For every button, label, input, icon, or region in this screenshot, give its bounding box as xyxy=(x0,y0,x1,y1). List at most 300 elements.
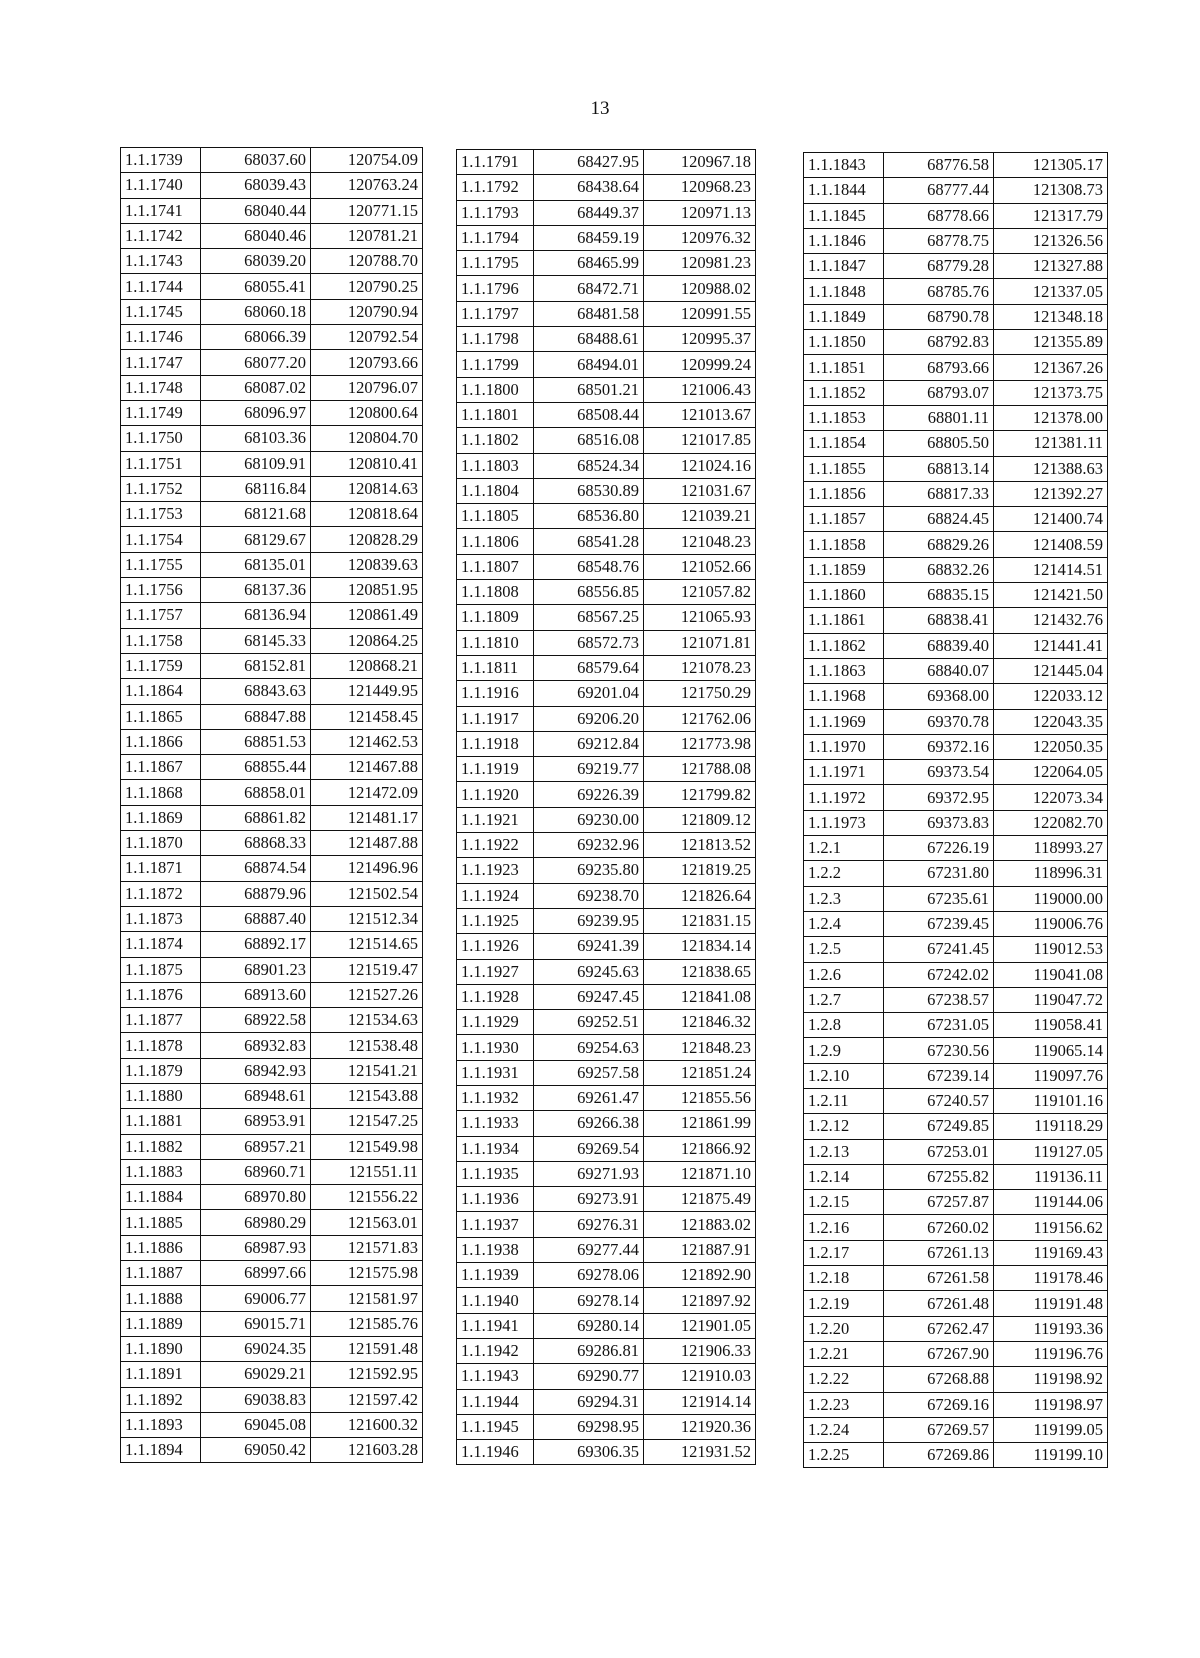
x-coordinate-cell: 68060.18 xyxy=(201,299,311,324)
point-id-cell: 1.2.2 xyxy=(804,861,884,886)
point-id-cell: 1.1.1847 xyxy=(804,254,884,279)
y-coordinate-cell: 121392.27 xyxy=(994,481,1108,506)
x-coordinate-cell: 67261.58 xyxy=(884,1266,994,1291)
x-coordinate-cell: 67260.02 xyxy=(884,1215,994,1240)
y-coordinate-cell: 121512.34 xyxy=(311,906,423,931)
point-id-cell: 1.1.1881 xyxy=(121,1109,201,1134)
table-row xyxy=(457,1060,756,1085)
table-row xyxy=(804,760,1108,785)
x-coordinate-cell: 67257.87 xyxy=(884,1190,994,1215)
table-row xyxy=(457,757,756,782)
point-id-cell: 1.1.1934 xyxy=(457,1136,534,1161)
y-coordinate-cell: 121378.00 xyxy=(994,405,1108,430)
table-row xyxy=(121,249,423,274)
x-coordinate-cell: 67242.02 xyxy=(884,962,994,987)
table-row xyxy=(804,431,1108,456)
x-coordinate-cell: 67249.85 xyxy=(884,1114,994,1139)
x-coordinate-cell: 68953.91 xyxy=(201,1109,311,1134)
point-id-cell: 1.1.1929 xyxy=(457,1010,534,1035)
x-coordinate-cell: 68817.33 xyxy=(884,481,994,506)
y-coordinate-cell: 120828.29 xyxy=(311,527,423,552)
x-coordinate-cell: 67239.45 xyxy=(884,911,994,936)
y-coordinate-cell: 119047.72 xyxy=(994,987,1108,1012)
point-id-cell: 1.1.1739 xyxy=(121,148,201,173)
point-id-cell: 1.1.1921 xyxy=(457,807,534,832)
y-coordinate-cell: 119193.36 xyxy=(994,1316,1108,1341)
x-coordinate-cell: 68039.20 xyxy=(201,249,311,274)
table-row xyxy=(804,836,1108,861)
point-id-cell: 1.1.1892 xyxy=(121,1387,201,1412)
point-id-cell: 1.1.1936 xyxy=(457,1187,534,1212)
x-coordinate-cell: 68980.29 xyxy=(201,1210,311,1235)
table-row xyxy=(804,481,1108,506)
table-row xyxy=(121,1185,423,1210)
table-row xyxy=(457,655,756,680)
point-id-cell: 1.1.1930 xyxy=(457,1035,534,1060)
table-row xyxy=(804,962,1108,987)
table-row xyxy=(457,580,756,605)
table-row xyxy=(457,1237,756,1262)
point-id-cell: 1.1.1859 xyxy=(804,557,884,582)
x-coordinate-cell: 68855.44 xyxy=(201,755,311,780)
point-id-cell: 1.1.1933 xyxy=(457,1111,534,1136)
table-row xyxy=(804,203,1108,228)
point-id-cell: 1.2.12 xyxy=(804,1114,884,1139)
y-coordinate-cell: 121851.24 xyxy=(644,1060,756,1085)
table-row xyxy=(457,984,756,1009)
table-row xyxy=(804,583,1108,608)
y-coordinate-cell: 120754.09 xyxy=(311,148,423,173)
x-coordinate-cell: 68135.01 xyxy=(201,552,311,577)
point-id-cell: 1.1.1755 xyxy=(121,552,201,577)
table-row xyxy=(804,911,1108,936)
point-id-cell: 1.2.5 xyxy=(804,937,884,962)
y-coordinate-cell: 121408.59 xyxy=(994,532,1108,557)
y-coordinate-cell: 119191.48 xyxy=(994,1291,1108,1316)
point-id-cell: 1.1.1973 xyxy=(804,810,884,835)
y-coordinate-cell: 121799.82 xyxy=(644,782,756,807)
table-row xyxy=(121,679,423,704)
point-id-cell: 1.1.1916 xyxy=(457,681,534,706)
x-coordinate-cell: 68136.94 xyxy=(201,603,311,628)
point-id-cell: 1.2.11 xyxy=(804,1088,884,1113)
table-row xyxy=(804,861,1108,886)
table-row xyxy=(804,734,1108,759)
y-coordinate-cell: 121826.64 xyxy=(644,883,756,908)
y-coordinate-cell: 119169.43 xyxy=(994,1240,1108,1265)
x-coordinate-cell: 68839.40 xyxy=(884,633,994,658)
x-coordinate-cell: 68861.82 xyxy=(201,805,311,830)
x-coordinate-cell: 68792.83 xyxy=(884,330,994,355)
point-id-cell: 1.1.1741 xyxy=(121,198,201,223)
x-coordinate-cell: 68987.93 xyxy=(201,1235,311,1260)
table-row xyxy=(804,355,1108,380)
table-row xyxy=(457,1010,756,1035)
x-coordinate-cell: 69045.08 xyxy=(201,1412,311,1437)
x-coordinate-cell: 69226.39 xyxy=(534,782,644,807)
y-coordinate-cell: 121048.23 xyxy=(644,529,756,554)
x-coordinate-cell: 68040.44 xyxy=(201,198,311,223)
table-row xyxy=(457,200,756,225)
x-coordinate-cell: 68829.26 xyxy=(884,532,994,557)
point-id-cell: 1.1.1924 xyxy=(457,883,534,908)
x-coordinate-cell: 68790.78 xyxy=(884,304,994,329)
y-coordinate-cell: 120971.13 xyxy=(644,200,756,225)
x-coordinate-cell: 68879.96 xyxy=(201,881,311,906)
point-id-cell: 1.1.1861 xyxy=(804,608,884,633)
table-row xyxy=(121,1261,423,1286)
table-row xyxy=(121,148,423,173)
point-id-cell: 1.2.4 xyxy=(804,911,884,936)
table-row xyxy=(457,681,756,706)
table-row xyxy=(121,1235,423,1260)
x-coordinate-cell: 69206.20 xyxy=(534,706,644,731)
table-row xyxy=(121,1438,423,1463)
table-row xyxy=(457,706,756,731)
y-coordinate-cell: 121543.88 xyxy=(311,1083,423,1108)
point-id-cell: 1.1.1808 xyxy=(457,580,534,605)
x-coordinate-cell: 68579.64 xyxy=(534,655,644,680)
table-row xyxy=(457,1187,756,1212)
table-row xyxy=(121,1412,423,1437)
point-id-cell: 1.1.1804 xyxy=(457,478,534,503)
x-coordinate-cell: 68572.73 xyxy=(534,630,644,655)
y-coordinate-cell: 121846.32 xyxy=(644,1010,756,1035)
x-coordinate-cell: 68096.97 xyxy=(201,400,311,425)
x-coordinate-cell: 68055.41 xyxy=(201,274,311,299)
table-row xyxy=(121,223,423,248)
x-coordinate-cell: 69050.42 xyxy=(201,1438,311,1463)
y-coordinate-cell: 120804.70 xyxy=(311,426,423,451)
point-id-cell: 1.1.1946 xyxy=(457,1440,534,1465)
point-id-cell: 1.1.1937 xyxy=(457,1212,534,1237)
y-coordinate-cell: 121421.50 xyxy=(994,583,1108,608)
x-coordinate-cell: 69277.44 xyxy=(534,1237,644,1262)
table-row xyxy=(121,1058,423,1083)
y-coordinate-cell: 121065.93 xyxy=(644,605,756,630)
table-row xyxy=(457,1161,756,1186)
table-row xyxy=(804,1291,1108,1316)
y-coordinate-cell: 120991.55 xyxy=(644,301,756,326)
point-id-cell: 1.1.1749 xyxy=(121,400,201,425)
y-coordinate-cell: 119198.97 xyxy=(994,1392,1108,1417)
point-id-cell: 1.1.1920 xyxy=(457,782,534,807)
table-row xyxy=(457,1414,756,1439)
y-coordinate-cell: 119065.14 xyxy=(994,1038,1108,1063)
x-coordinate-cell: 69278.06 xyxy=(534,1263,644,1288)
point-id-cell: 1.1.1878 xyxy=(121,1033,201,1058)
coordinate-table-3 xyxy=(803,152,1108,1468)
x-coordinate-cell: 68776.58 xyxy=(884,153,994,178)
x-coordinate-cell: 69373.54 xyxy=(884,760,994,785)
y-coordinate-cell: 119012.53 xyxy=(994,937,1108,962)
x-coordinate-cell: 69373.83 xyxy=(884,810,994,835)
x-coordinate-cell: 68152.81 xyxy=(201,653,311,678)
y-coordinate-cell: 120999.24 xyxy=(644,352,756,377)
y-coordinate-cell: 120988.02 xyxy=(644,276,756,301)
y-coordinate-cell: 121013.67 xyxy=(644,402,756,427)
table-row xyxy=(457,428,756,453)
x-coordinate-cell: 68077.20 xyxy=(201,350,311,375)
table-row xyxy=(457,1364,756,1389)
y-coordinate-cell: 121906.33 xyxy=(644,1338,756,1363)
point-id-cell: 1.1.1856 xyxy=(804,481,884,506)
x-coordinate-cell: 67230.56 xyxy=(884,1038,994,1063)
point-id-cell: 1.1.1756 xyxy=(121,578,201,603)
point-id-cell: 1.1.1801 xyxy=(457,402,534,427)
y-coordinate-cell: 121585.76 xyxy=(311,1311,423,1336)
y-coordinate-cell: 121883.02 xyxy=(644,1212,756,1237)
x-coordinate-cell: 69290.77 xyxy=(534,1364,644,1389)
x-coordinate-cell: 68501.21 xyxy=(534,377,644,402)
point-id-cell: 1.1.1917 xyxy=(457,706,534,731)
y-coordinate-cell: 121571.83 xyxy=(311,1235,423,1260)
x-coordinate-cell: 68488.61 xyxy=(534,327,644,352)
point-id-cell: 1.1.1883 xyxy=(121,1159,201,1184)
x-coordinate-cell: 67241.45 xyxy=(884,937,994,962)
y-coordinate-cell: 122073.34 xyxy=(994,785,1108,810)
y-coordinate-cell: 121355.89 xyxy=(994,330,1108,355)
point-id-cell: 1.1.1844 xyxy=(804,178,884,203)
point-id-cell: 1.1.1870 xyxy=(121,831,201,856)
y-coordinate-cell: 120781.21 xyxy=(311,223,423,248)
y-coordinate-cell: 120810.41 xyxy=(311,451,423,476)
point-id-cell: 1.2.8 xyxy=(804,1013,884,1038)
point-id-cell: 1.2.10 xyxy=(804,1063,884,1088)
y-coordinate-cell: 120967.18 xyxy=(644,150,756,175)
x-coordinate-cell: 68922.58 xyxy=(201,1008,311,1033)
table-row xyxy=(804,608,1108,633)
point-id-cell: 1.1.1885 xyxy=(121,1210,201,1235)
table-row xyxy=(804,1088,1108,1113)
table-row xyxy=(804,330,1108,355)
point-id-cell: 1.1.1853 xyxy=(804,405,884,430)
y-coordinate-cell: 118993.27 xyxy=(994,836,1108,861)
y-coordinate-cell: 121467.88 xyxy=(311,755,423,780)
table-row xyxy=(804,153,1108,178)
table-row xyxy=(121,502,423,527)
table-row xyxy=(457,883,756,908)
table-row xyxy=(804,1114,1108,1139)
y-coordinate-cell: 120792.54 xyxy=(311,325,423,350)
y-coordinate-cell: 120968.23 xyxy=(644,175,756,200)
y-coordinate-cell: 119136.11 xyxy=(994,1164,1108,1189)
y-coordinate-cell: 119196.76 xyxy=(994,1341,1108,1366)
table-row xyxy=(121,932,423,957)
table-row xyxy=(121,906,423,931)
table-row xyxy=(121,274,423,299)
table-row xyxy=(121,755,423,780)
y-coordinate-cell: 119041.08 xyxy=(994,962,1108,987)
table-row xyxy=(457,554,756,579)
table-row xyxy=(804,557,1108,582)
table-row xyxy=(457,959,756,984)
y-coordinate-cell: 119058.41 xyxy=(994,1013,1108,1038)
x-coordinate-cell: 69241.39 xyxy=(534,934,644,959)
point-id-cell: 1.1.1970 xyxy=(804,734,884,759)
y-coordinate-cell: 121592.95 xyxy=(311,1362,423,1387)
x-coordinate-cell: 68840.07 xyxy=(884,658,994,683)
y-coordinate-cell: 120796.07 xyxy=(311,375,423,400)
x-coordinate-cell: 67267.90 xyxy=(884,1341,994,1366)
x-coordinate-cell: 68805.50 xyxy=(884,431,994,456)
point-id-cell: 1.2.9 xyxy=(804,1038,884,1063)
x-coordinate-cell: 68942.93 xyxy=(201,1058,311,1083)
table-row xyxy=(457,529,756,554)
point-id-cell: 1.2.24 xyxy=(804,1417,884,1442)
y-coordinate-cell: 121472.09 xyxy=(311,780,423,805)
table-row xyxy=(121,628,423,653)
x-coordinate-cell: 68843.63 xyxy=(201,679,311,704)
y-coordinate-cell: 121831.15 xyxy=(644,908,756,933)
table-row xyxy=(457,276,756,301)
x-coordinate-cell: 69024.35 xyxy=(201,1336,311,1361)
point-id-cell: 1.1.1890 xyxy=(121,1336,201,1361)
point-id-cell: 1.1.1843 xyxy=(804,153,884,178)
y-coordinate-cell: 121317.79 xyxy=(994,203,1108,228)
table-row xyxy=(121,1008,423,1033)
point-id-cell: 1.1.1880 xyxy=(121,1083,201,1108)
x-coordinate-cell: 67261.48 xyxy=(884,1291,994,1316)
table-row xyxy=(121,603,423,628)
x-coordinate-cell: 69201.04 xyxy=(534,681,644,706)
y-coordinate-cell: 121575.98 xyxy=(311,1261,423,1286)
point-id-cell: 1.1.1747 xyxy=(121,350,201,375)
table-row xyxy=(804,279,1108,304)
table-row xyxy=(457,1035,756,1060)
table-row xyxy=(121,1336,423,1361)
x-coordinate-cell: 68524.34 xyxy=(534,453,644,478)
x-coordinate-cell: 69306.35 xyxy=(534,1440,644,1465)
y-coordinate-cell: 119000.00 xyxy=(994,886,1108,911)
y-coordinate-cell: 122082.70 xyxy=(994,810,1108,835)
point-id-cell: 1.1.1864 xyxy=(121,679,201,704)
x-coordinate-cell: 69254.63 xyxy=(534,1035,644,1060)
y-coordinate-cell: 121563.01 xyxy=(311,1210,423,1235)
x-coordinate-cell: 68851.53 xyxy=(201,729,311,754)
y-coordinate-cell: 119006.76 xyxy=(994,911,1108,936)
table-row xyxy=(804,987,1108,1012)
x-coordinate-cell: 67262.47 xyxy=(884,1316,994,1341)
point-id-cell: 1.2.3 xyxy=(804,886,884,911)
x-coordinate-cell: 69015.71 xyxy=(201,1311,311,1336)
point-id-cell: 1.1.1809 xyxy=(457,605,534,630)
point-id-cell: 1.2.19 xyxy=(804,1291,884,1316)
point-id-cell: 1.1.1888 xyxy=(121,1286,201,1311)
table-row xyxy=(457,402,756,427)
x-coordinate-cell: 68824.45 xyxy=(884,507,994,532)
point-id-cell: 1.1.1855 xyxy=(804,456,884,481)
point-id-cell: 1.1.1877 xyxy=(121,1008,201,1033)
table-row xyxy=(121,173,423,198)
x-coordinate-cell: 67226.19 xyxy=(884,836,994,861)
point-id-cell: 1.1.1759 xyxy=(121,653,201,678)
y-coordinate-cell: 120861.49 xyxy=(311,603,423,628)
table-row xyxy=(457,782,756,807)
y-coordinate-cell: 121901.05 xyxy=(644,1313,756,1338)
y-coordinate-cell: 121078.23 xyxy=(644,655,756,680)
point-id-cell: 1.1.1751 xyxy=(121,451,201,476)
y-coordinate-cell: 121551.11 xyxy=(311,1159,423,1184)
table-row xyxy=(121,653,423,678)
table-row xyxy=(804,1190,1108,1215)
x-coordinate-cell: 69271.93 xyxy=(534,1161,644,1186)
y-coordinate-cell: 121773.98 xyxy=(644,731,756,756)
point-id-cell: 1.1.1972 xyxy=(804,785,884,810)
point-id-cell: 1.1.1971 xyxy=(804,760,884,785)
table-row xyxy=(457,150,756,175)
table-row xyxy=(121,1311,423,1336)
x-coordinate-cell: 68901.23 xyxy=(201,957,311,982)
page-number: 13 xyxy=(590,98,610,119)
point-id-cell: 1.1.1803 xyxy=(457,453,534,478)
y-coordinate-cell: 120864.25 xyxy=(311,628,423,653)
point-id-cell: 1.1.1745 xyxy=(121,299,201,324)
point-id-cell: 1.1.1863 xyxy=(804,658,884,683)
point-id-cell: 1.1.1792 xyxy=(457,175,534,200)
table-row xyxy=(804,532,1108,557)
y-coordinate-cell: 121600.32 xyxy=(311,1412,423,1437)
y-coordinate-cell: 121591.48 xyxy=(311,1336,423,1361)
point-id-cell: 1.1.1867 xyxy=(121,755,201,780)
y-coordinate-cell: 119178.46 xyxy=(994,1266,1108,1291)
point-id-cell: 1.1.1882 xyxy=(121,1134,201,1159)
table-row xyxy=(121,375,423,400)
y-coordinate-cell: 121024.16 xyxy=(644,453,756,478)
table-row xyxy=(121,426,423,451)
point-id-cell: 1.1.1851 xyxy=(804,355,884,380)
table-row xyxy=(121,1033,423,1058)
table-row xyxy=(121,1286,423,1311)
x-coordinate-cell: 68793.07 xyxy=(884,380,994,405)
y-coordinate-cell: 122064.05 xyxy=(994,760,1108,785)
table-row xyxy=(457,605,756,630)
point-id-cell: 1.1.1807 xyxy=(457,554,534,579)
y-coordinate-cell: 120851.95 xyxy=(311,578,423,603)
table-row xyxy=(121,578,423,603)
y-coordinate-cell: 119198.92 xyxy=(994,1367,1108,1392)
x-coordinate-cell: 68556.85 xyxy=(534,580,644,605)
y-coordinate-cell: 121381.11 xyxy=(994,431,1108,456)
x-coordinate-cell: 68874.54 xyxy=(201,856,311,881)
point-id-cell: 1.1.1940 xyxy=(457,1288,534,1313)
point-id-cell: 1.1.1941 xyxy=(457,1313,534,1338)
table-row xyxy=(804,684,1108,709)
table-row xyxy=(804,709,1108,734)
x-coordinate-cell: 67269.16 xyxy=(884,1392,994,1417)
point-id-cell: 1.2.17 xyxy=(804,1240,884,1265)
x-coordinate-cell: 68932.83 xyxy=(201,1033,311,1058)
x-coordinate-cell: 68777.44 xyxy=(884,178,994,203)
x-coordinate-cell: 68868.33 xyxy=(201,831,311,856)
point-id-cell: 1.1.1850 xyxy=(804,330,884,355)
x-coordinate-cell: 68465.99 xyxy=(534,251,644,276)
x-coordinate-cell: 69238.70 xyxy=(534,883,644,908)
y-coordinate-cell: 121326.56 xyxy=(994,228,1108,253)
point-id-cell: 1.2.15 xyxy=(804,1190,884,1215)
y-coordinate-cell: 121462.53 xyxy=(311,729,423,754)
x-coordinate-cell: 68960.71 xyxy=(201,1159,311,1184)
table-row xyxy=(457,453,756,478)
table-row xyxy=(121,729,423,754)
x-coordinate-cell: 67231.80 xyxy=(884,861,994,886)
point-id-cell: 1.1.1845 xyxy=(804,203,884,228)
y-coordinate-cell: 121875.49 xyxy=(644,1187,756,1212)
point-id-cell: 1.1.1891 xyxy=(121,1362,201,1387)
x-coordinate-cell: 69038.83 xyxy=(201,1387,311,1412)
table-row xyxy=(804,380,1108,405)
y-coordinate-cell: 120790.94 xyxy=(311,299,423,324)
